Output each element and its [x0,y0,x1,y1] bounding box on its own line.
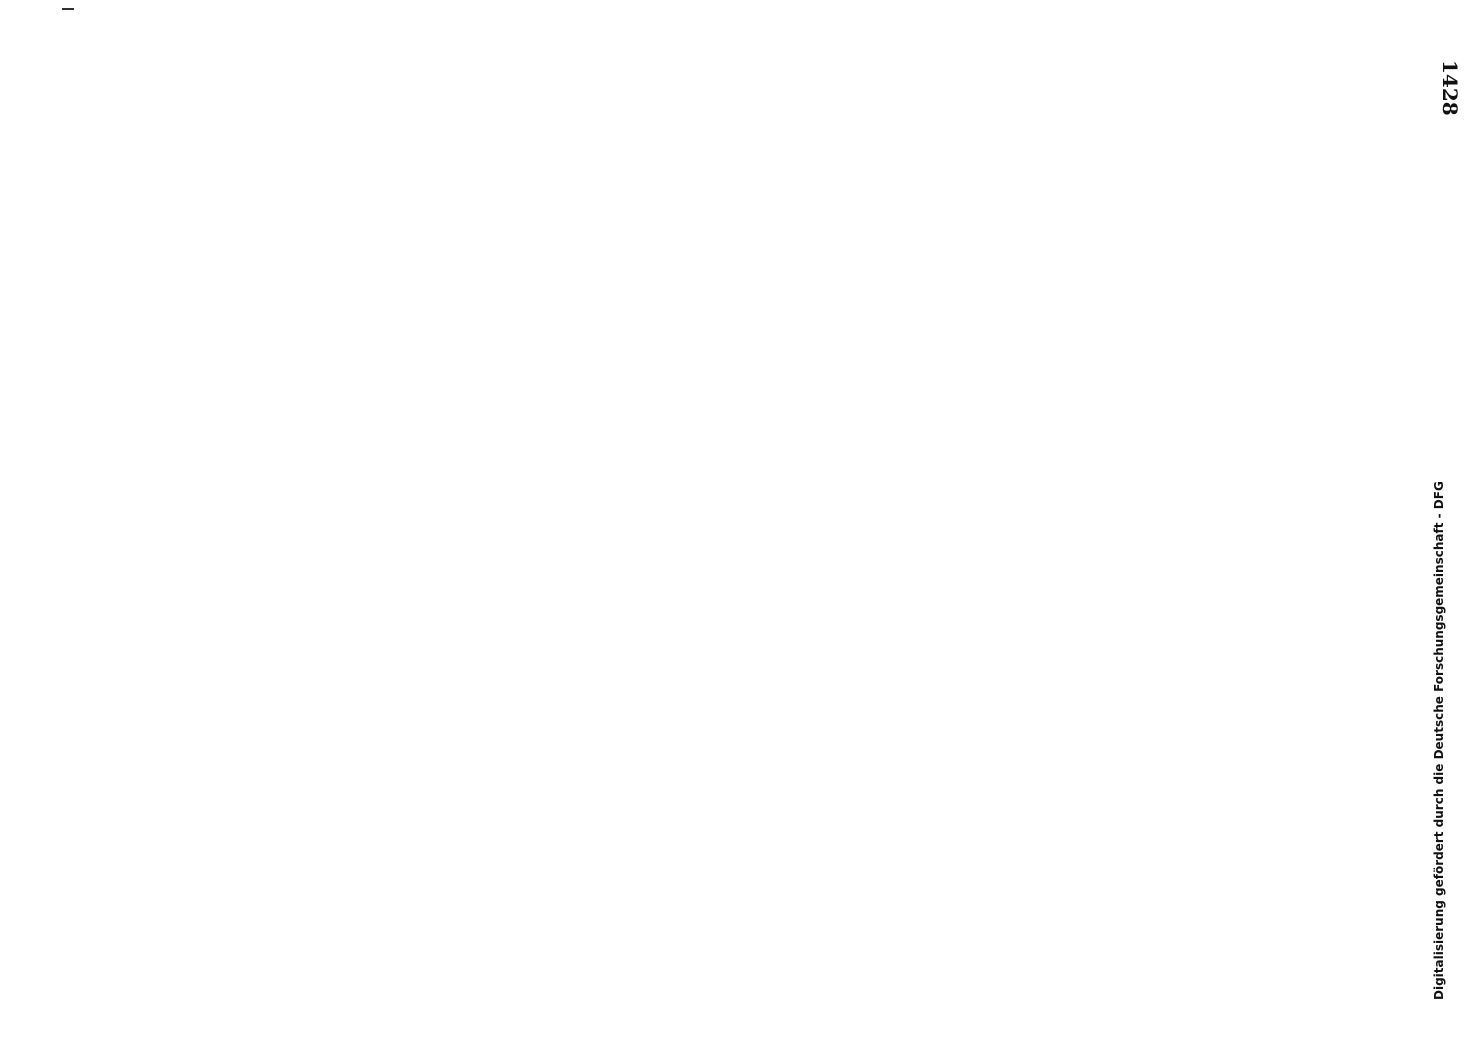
page-number: 1428 [1438,60,1462,116]
body-text [220,60,1420,1060]
scan-mark [62,8,74,10]
rotated-document [170,60,1470,1060]
digitization-footer [1412,0,1446,1000]
digitization-notice: Digitalisierung gefördert durch die Deutsche Forschungsgemeinschaft - DFG [1432,481,1446,1000]
